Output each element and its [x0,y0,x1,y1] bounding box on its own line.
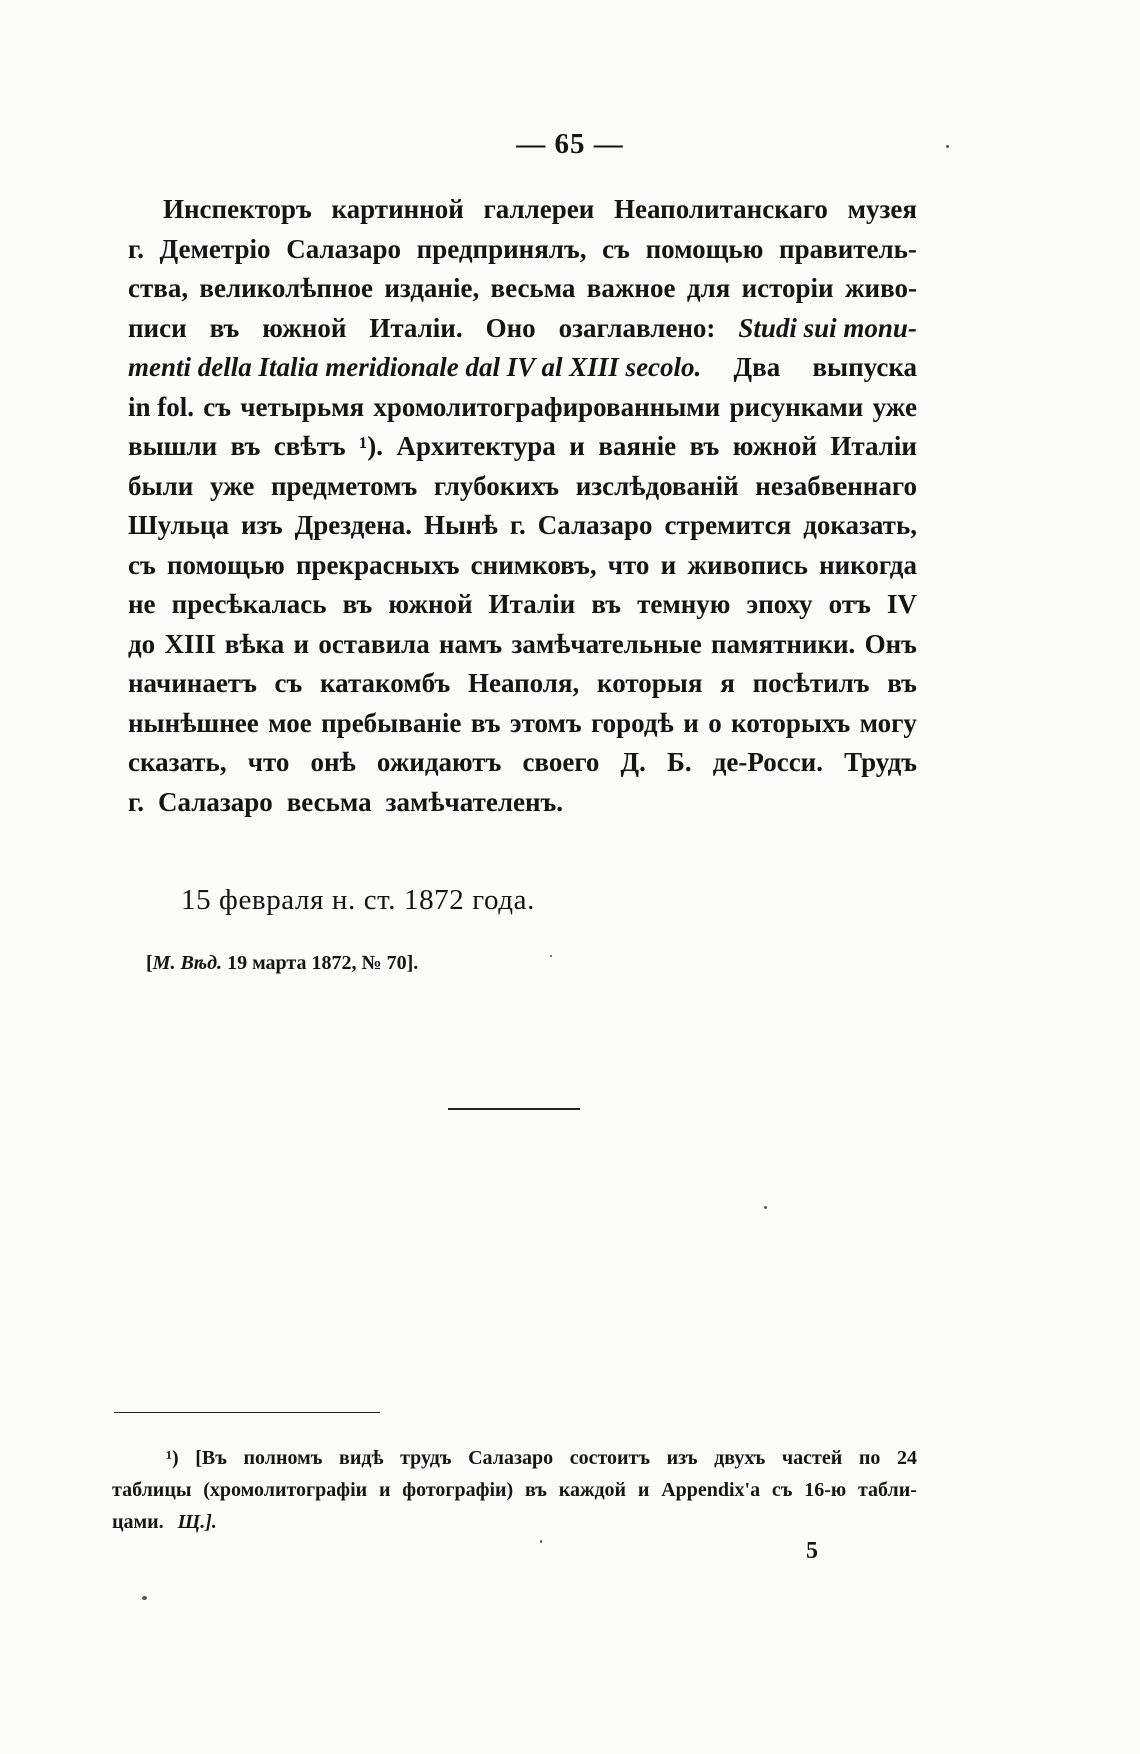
word: южной [262,312,347,343]
word: никогда [819,549,917,580]
word: Онъ [864,628,917,659]
word: г. [128,233,144,264]
scan-speck [550,955,552,957]
word: 24 [896,1447,917,1469]
word: весьма [286,786,372,817]
word: in fol. [128,391,195,422]
scan-speck [540,1540,542,1543]
word: съ [602,233,630,264]
word: Неаполя, [467,668,580,698]
word: исторіи [741,273,834,303]
word: помощью [645,233,764,264]
word: великолѣпное [199,273,373,303]
word: хромолитографированными [373,391,721,422]
word: въ [689,431,720,461]
word: памятники. [711,628,856,659]
word: были [128,470,194,501]
citation [146,952,418,975]
word: Неаполитанскаго [614,194,828,224]
word: правитель- [779,233,917,264]
footnote-marker: ¹) [166,1447,179,1469]
word: Италіи. [369,312,463,343]
word: для [686,273,731,303]
word: частей [781,1447,843,1469]
word: нынѣшнее [128,707,259,738]
word: уже [209,470,255,501]
word: пресѣкалась [171,589,327,619]
text-line [128,309,917,349]
word: трудъ [400,1447,452,1469]
word: мое [268,707,312,738]
word: въ [230,431,261,461]
word: въ [470,707,501,738]
word: Шульца [128,510,229,540]
text-line [128,427,917,467]
word: которыхъ [731,707,851,738]
date-line: 15 февраля н. ст. 1872 года. [181,884,535,916]
word: что [607,549,650,580]
word: замѣчателенъ. [385,786,563,817]
word: и [637,1479,650,1501]
section-divider [448,1108,580,1110]
word: и [293,628,310,659]
word: изъ [666,1447,698,1469]
word: Два [733,352,781,382]
word: сказать, [128,747,227,777]
text-line [128,467,917,507]
word: онѣ [310,747,356,777]
word: намъ [438,628,503,659]
word: я [720,668,735,698]
text-line [128,348,917,388]
word: музея [847,194,917,224]
word: живо- [844,273,917,303]
word: Италіи [830,431,917,461]
word: 16-ю [804,1479,847,1501]
word: изъ [240,510,283,540]
word: по [858,1447,881,1469]
text-line [128,783,917,823]
word: съ [771,1479,793,1501]
word: въ [342,589,373,619]
word: предпринялъ, [416,233,587,264]
word: и [569,431,585,461]
text-line [128,388,917,428]
word: отъ [828,589,871,619]
editor-initial: Щ.]. [177,1511,217,1533]
word: незабвеннаго [755,470,917,501]
text-line [128,704,917,744]
word: [Въ [195,1447,227,1469]
word: Салазаро [468,1447,554,1469]
word: ваяніе [598,431,677,461]
word: Д. [620,747,646,777]
word: что [247,747,290,777]
word: уже [872,391,917,422]
word: съ [128,549,156,580]
word: картинной [331,194,464,224]
word: полномъ [243,1447,323,1469]
text-line [128,625,917,665]
word: табли- [857,1479,917,1501]
footnote-line [112,1506,917,1538]
word: эпоху [746,589,813,619]
word: катакомбъ [320,668,451,698]
word: городѣ [591,707,674,738]
footnote-ref: ¹). [359,431,383,461]
word: въ [524,1479,547,1501]
word: глубокихъ [433,470,560,501]
scan-speck [764,1206,767,1209]
word: доказать, [803,510,917,540]
word: съ [203,391,231,422]
word: вѣка [224,628,285,659]
word: состоитъ [569,1447,651,1469]
word: Дрездена. [294,510,413,540]
text-line [128,269,917,309]
word: помощью [166,549,285,580]
word: стремится [664,510,792,540]
word: этомъ [509,707,582,738]
word: весьма [490,273,576,303]
word: Б. [667,747,692,777]
word: съ [274,668,303,698]
word: изданіе, [384,273,480,303]
word: и [683,707,699,738]
word: Деметріо [159,233,271,264]
word: видѣ [339,1447,384,1469]
word: снимковъ, [470,549,597,580]
footnote-line [112,1442,917,1474]
word: южной [732,431,817,461]
text-line [128,743,917,783]
word: писи [128,312,187,343]
word: двухъ [714,1447,766,1469]
scan-speck [946,145,949,148]
text-line [128,585,917,625]
word: которыя [597,668,703,698]
text-line [128,190,917,230]
word: рисунками [729,391,864,422]
word: пребываніе [321,707,462,738]
word: темную [637,589,731,619]
word: прекрасныхъ [295,549,460,580]
word: предметомъ [270,470,418,501]
word: (хромолитографіи [203,1479,368,1501]
word: свѣтъ [273,431,346,461]
word: южной [388,589,473,619]
word: де-Росси. [712,747,823,777]
italic-title: Studi sui monu- [738,312,917,343]
word: Инспекторъ [163,194,312,224]
word: своего [522,747,600,777]
page-number: — 65 — [516,128,624,160]
text-line [128,546,917,586]
word: и [378,1479,391,1501]
word: Салазаро [286,233,401,264]
word: Appendix'а [661,1479,761,1501]
word: г. [128,786,144,817]
text-line [128,664,917,704]
word: фотографіи) [402,1479,514,1501]
word: изслѣдованій [575,470,739,501]
word: г. [509,510,526,540]
word: ожидаютъ [376,747,502,777]
word: Трудъ [844,747,917,777]
word: въ [887,668,917,698]
footnote-line [112,1474,917,1506]
word: оставила [318,628,430,659]
word: въ [209,312,240,343]
citation-journal: М. Вѣд. [152,952,223,974]
word: галлереи [483,194,595,224]
word: Салазаро [537,510,653,540]
footnote-divider [114,1412,380,1413]
scan-speck [142,1596,147,1600]
text-line [128,230,917,270]
word: озаглавлено: [558,312,716,343]
word: цами. [112,1511,164,1533]
main-paragraph [128,190,917,822]
word: выпуска [812,352,917,382]
word: Италіи [488,589,576,619]
word: таблицы [112,1479,192,1501]
word: XIII [164,628,216,659]
word: Нынѣ [424,510,498,540]
word: замѣчательные [511,628,702,659]
word: въ [591,589,621,619]
word: посѣтилъ [752,668,870,698]
word: важное [586,273,676,303]
word: вышли [128,431,218,461]
word: четырьмя [240,391,365,422]
word: Салазаро [157,786,273,817]
citation-bracket: [ [146,952,153,974]
word: ства, [128,273,189,303]
text-line [128,506,917,546]
word: до [128,628,156,659]
word: могу [859,707,917,738]
word: о [708,707,722,738]
footnote [112,1442,917,1538]
word: не [128,589,156,619]
word: каждой [558,1479,627,1501]
signature-mark: 5 [806,1538,818,1564]
word: начинаетъ [128,668,257,698]
italic-title: menti della Italia meridionale dal IV al XIII secolo. [128,352,702,382]
word: Оно [485,312,536,343]
word: живопись [687,549,808,580]
citation-details: 19 марта 1872, № 70]. [222,952,419,974]
word: и [660,549,677,580]
word: IV [886,589,917,619]
word: Архитектура [396,431,556,461]
